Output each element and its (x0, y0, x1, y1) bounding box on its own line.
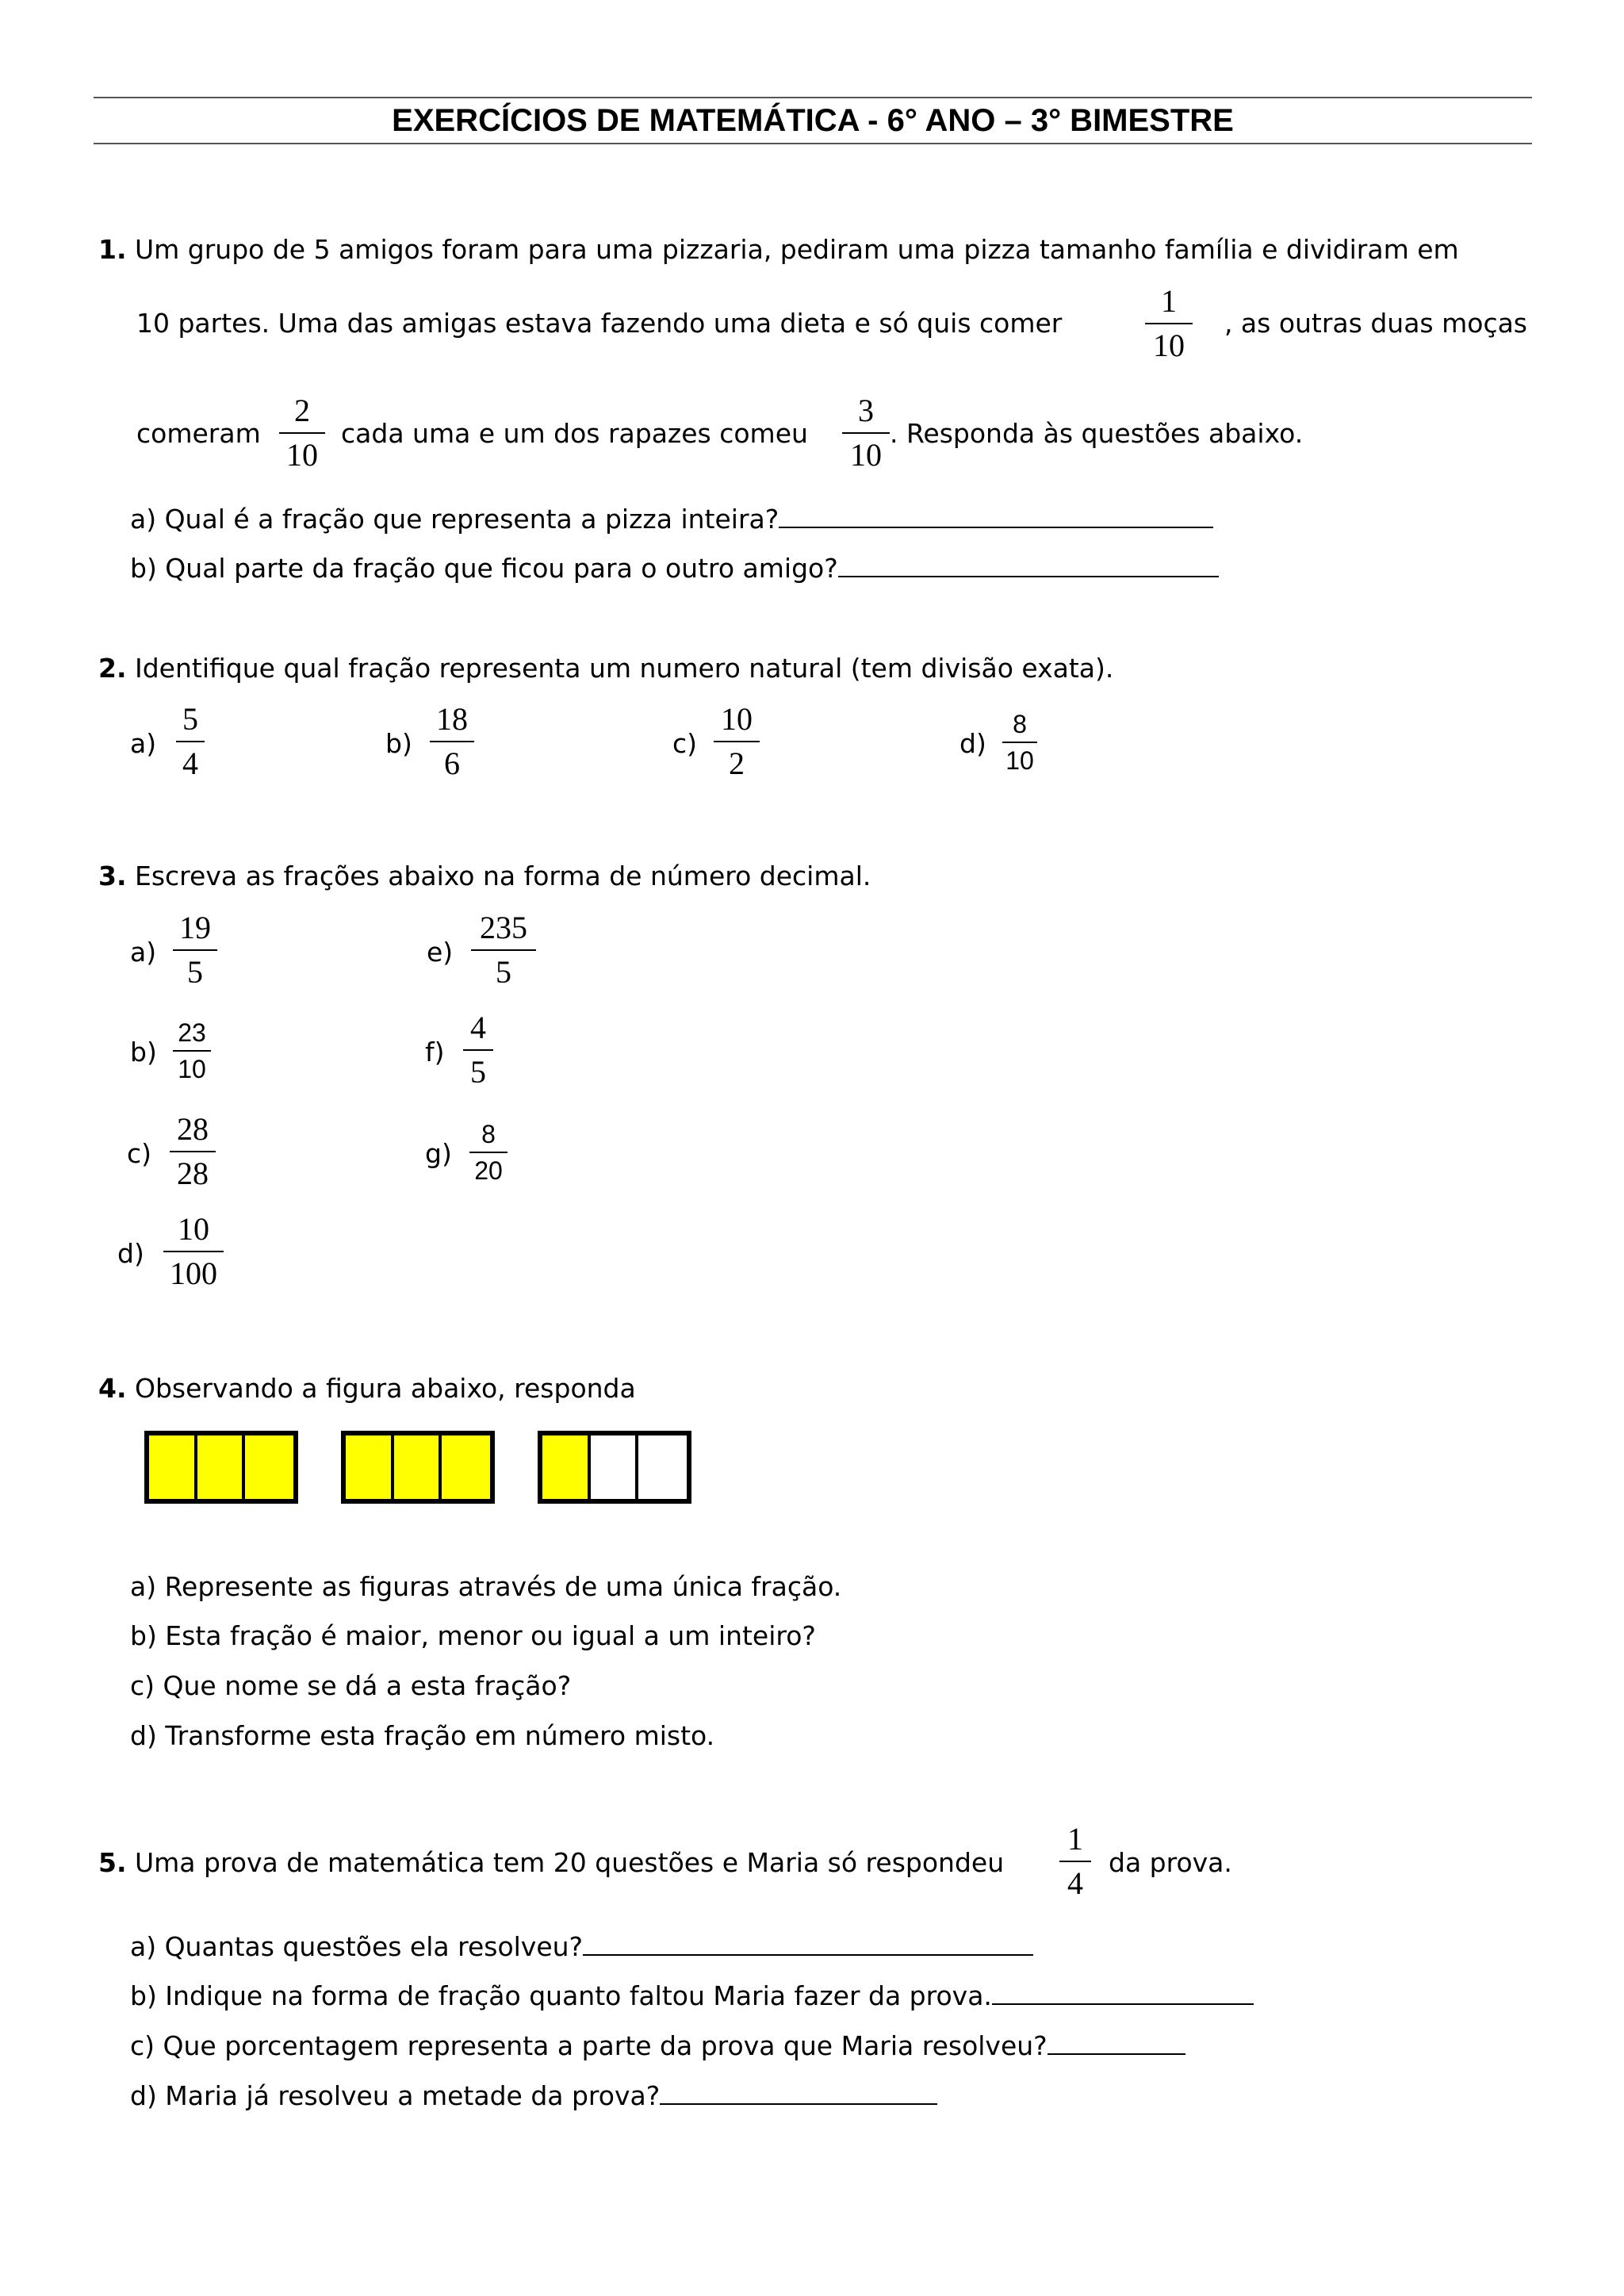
q1-text-line-1: Um grupo de 5 amigos foram para uma pizzaria, pediram uma pizza tamanho família e dividiram em (135, 234, 1459, 265)
q1-fraction-3-10 (842, 393, 890, 473)
denominator: 5 (496, 954, 511, 990)
q1-fraction-2-10 (279, 393, 325, 473)
q5-c-answer-line[interactable] (1048, 2030, 1185, 2055)
q2-option-b-fraction (430, 701, 474, 782)
q1-number: 1. (98, 234, 127, 265)
q5-b-answer-line[interactable] (992, 1980, 1254, 2005)
q2-heading (98, 650, 1113, 687)
q3-item-f-label: f) (425, 1037, 445, 1068)
q5-item-d (130, 2078, 937, 2114)
q4-item-a: a) Represente as figuras através de uma única fração. (130, 1571, 842, 1602)
q5-text-a: Uma prova de matemática tem 20 questões e Maria só respondeu (135, 1847, 1005, 1878)
q5-item-b-text: b) Indique na forma de fração quanto faltou Maria fazer da prova. (130, 1980, 992, 2011)
denominator: 10 (286, 437, 318, 473)
denominator: 4 (182, 746, 198, 781)
fraction-bar (463, 1049, 493, 1051)
numerator: 5 (182, 701, 198, 737)
q5-heading (98, 1845, 1004, 1881)
q3-item-g-fraction (469, 1119, 508, 1186)
fraction-bar (279, 432, 325, 434)
denominator: 10 (850, 437, 882, 473)
q1-item-b-text: b) Qual parte da fração que ficou para o outro amigo? (130, 553, 838, 584)
numerator: 23 (178, 1018, 206, 1047)
q3-item-e-fraction (471, 910, 536, 991)
figure-part-filled (442, 1435, 490, 1499)
denominator: 20 (474, 1156, 503, 1185)
numerator: 8 (1013, 710, 1027, 738)
q1-text-line-2a: 10 partes. Uma das amigas estava fazendo uma dieta e só quis comer (136, 308, 1063, 339)
q3-item-g-label: g) (425, 1138, 452, 1169)
q5-item-d-text: d) Maria já resolveu a metade da prova? (130, 2080, 661, 2111)
denominator: 4 (1067, 1865, 1083, 1901)
fraction-bar (176, 741, 205, 742)
q3-item-d-fraction (163, 1211, 224, 1292)
q5-number: 5. (98, 1847, 127, 1878)
q3-item-d-label: d) (117, 1238, 144, 1269)
q5-item-b (130, 1978, 1254, 2014)
q1-a-answer-line[interactable] (779, 503, 1213, 528)
figure-part-filled (394, 1435, 442, 1499)
fraction-bar (173, 949, 217, 951)
fraction-bar (1059, 1861, 1091, 1862)
q1-text-line-3b: cada uma e um dos rapazes comeu (341, 418, 808, 449)
q3-number: 3. (98, 861, 127, 891)
numerator: 235 (480, 910, 527, 945)
header-bottom-rule (94, 143, 1532, 144)
denominator: 6 (444, 746, 460, 781)
figure-part-filled (542, 1435, 591, 1499)
figure-part-filled (346, 1435, 394, 1499)
denominator: 5 (187, 954, 203, 990)
q5-text-b: da prova. (1109, 1847, 1232, 1878)
numerator: 19 (179, 910, 211, 945)
q2-option-b-label: b) (385, 728, 412, 759)
numerator: 8 (481, 1120, 496, 1148)
q5-fraction-1-4 (1059, 1821, 1091, 1902)
numerator: 2 (294, 393, 310, 428)
q4-figure-3 (538, 1431, 691, 1504)
q5-item-a-text: a) Quantas questões ela resolveu? (130, 1931, 584, 1962)
q3-item-a-fraction (173, 910, 217, 991)
figure-part-filled (245, 1435, 293, 1499)
q4-item-b: b) Esta fração é maior, menor ou igual a um inteiro? (130, 1620, 816, 1651)
fraction-bar (471, 949, 536, 951)
fraction-bar (1002, 742, 1037, 743)
q2-option-a-label: a) (130, 728, 157, 759)
q3-item-b-label: b) (130, 1037, 157, 1068)
q4-number: 4. (98, 1373, 127, 1404)
figure-part-filled (149, 1435, 197, 1499)
numerator: 10 (178, 1211, 209, 1247)
fraction-bar (170, 1151, 216, 1152)
q3-item-f-fraction (463, 1010, 493, 1091)
q3-text: Escreva as frações abaixo na forma de número decimal. (135, 861, 871, 891)
q4-figure-2 (341, 1431, 495, 1504)
q1-text-line-3c: . Responda às questões abaixo. (890, 418, 1304, 449)
q1-text-line-3a: comeram (136, 418, 261, 449)
q4-item-c: c) Que nome se dá a esta fração? (130, 1670, 572, 1701)
figure-part-filled (197, 1435, 246, 1499)
q2-option-c-label: c) (672, 728, 698, 759)
q1-item-a (130, 501, 1213, 538)
q2-option-a-fraction (176, 701, 205, 782)
q1-text-line-2b: , as outras duas moças (1224, 308, 1527, 339)
denominator: 10 (1153, 328, 1185, 363)
q5-item-c (130, 2028, 1185, 2064)
q3-heading (98, 858, 871, 895)
q2-text: Identifique qual fração representa um numero natural (tem divisão exata). (135, 653, 1114, 684)
denominator: 10 (178, 1055, 206, 1083)
q2-option-d-fraction (1002, 709, 1037, 776)
q3-item-b-fraction (173, 1018, 211, 1084)
q1-b-answer-line[interactable] (838, 552, 1219, 577)
numerator: 1 (1161, 283, 1177, 319)
q1-item-b (130, 550, 1219, 587)
fraction-bar (173, 1050, 211, 1052)
fraction-bar (1145, 323, 1193, 324)
fraction-bar (469, 1152, 508, 1153)
numerator: 3 (858, 393, 874, 428)
denominator: 5 (470, 1054, 486, 1090)
q1-item-a-text: a) Qual é a fração que representa a pizza inteira? (130, 504, 779, 535)
fraction-bar (714, 741, 760, 742)
q2-number: 2. (98, 653, 127, 684)
denominator: 28 (177, 1156, 209, 1191)
denominator: 2 (729, 746, 745, 781)
figure-part-empty (591, 1435, 639, 1499)
numerator: 18 (436, 701, 468, 737)
q5-item-a (130, 1929, 1033, 1965)
numerator: 1 (1067, 1821, 1083, 1857)
page-title: EXERCÍCIOS DE MATEMÁTICA - 6° ANO – 3° BIMESTRE (392, 103, 1234, 138)
numerator: 4 (470, 1010, 486, 1045)
q3-item-a-label: a) (130, 937, 157, 968)
q2-option-d-label: d) (959, 728, 986, 759)
fraction-bar (430, 741, 474, 742)
q3-item-c-fraction (170, 1111, 216, 1192)
q4-heading (98, 1370, 636, 1407)
denominator: 10 (1005, 746, 1034, 775)
q5-a-answer-line[interactable] (583, 1930, 1033, 1956)
q1-fraction-1-10 (1145, 283, 1193, 364)
fraction-bar (163, 1251, 224, 1252)
q4-item-d: d) Transforme esta fração em número misto. (130, 1720, 715, 1751)
numerator: 10 (721, 701, 753, 737)
q2-option-c-fraction (714, 701, 760, 782)
q5-item-c-text: c) Que porcentagem representa a parte da prova que Maria resolveu? (130, 2030, 1048, 2061)
q5-d-answer-line[interactable] (660, 2079, 937, 2105)
numerator: 28 (177, 1111, 209, 1147)
q1-line-1 (98, 232, 1459, 268)
denominator: 100 (170, 1255, 217, 1291)
q3-item-e-label: e) (427, 937, 454, 968)
q3-item-c-label: c) (127, 1138, 152, 1169)
q4-text: Observando a figura abaixo, responda (135, 1373, 636, 1404)
fraction-bar (842, 432, 890, 434)
figure-part-empty (638, 1435, 687, 1499)
q4-figure-1 (144, 1431, 298, 1504)
